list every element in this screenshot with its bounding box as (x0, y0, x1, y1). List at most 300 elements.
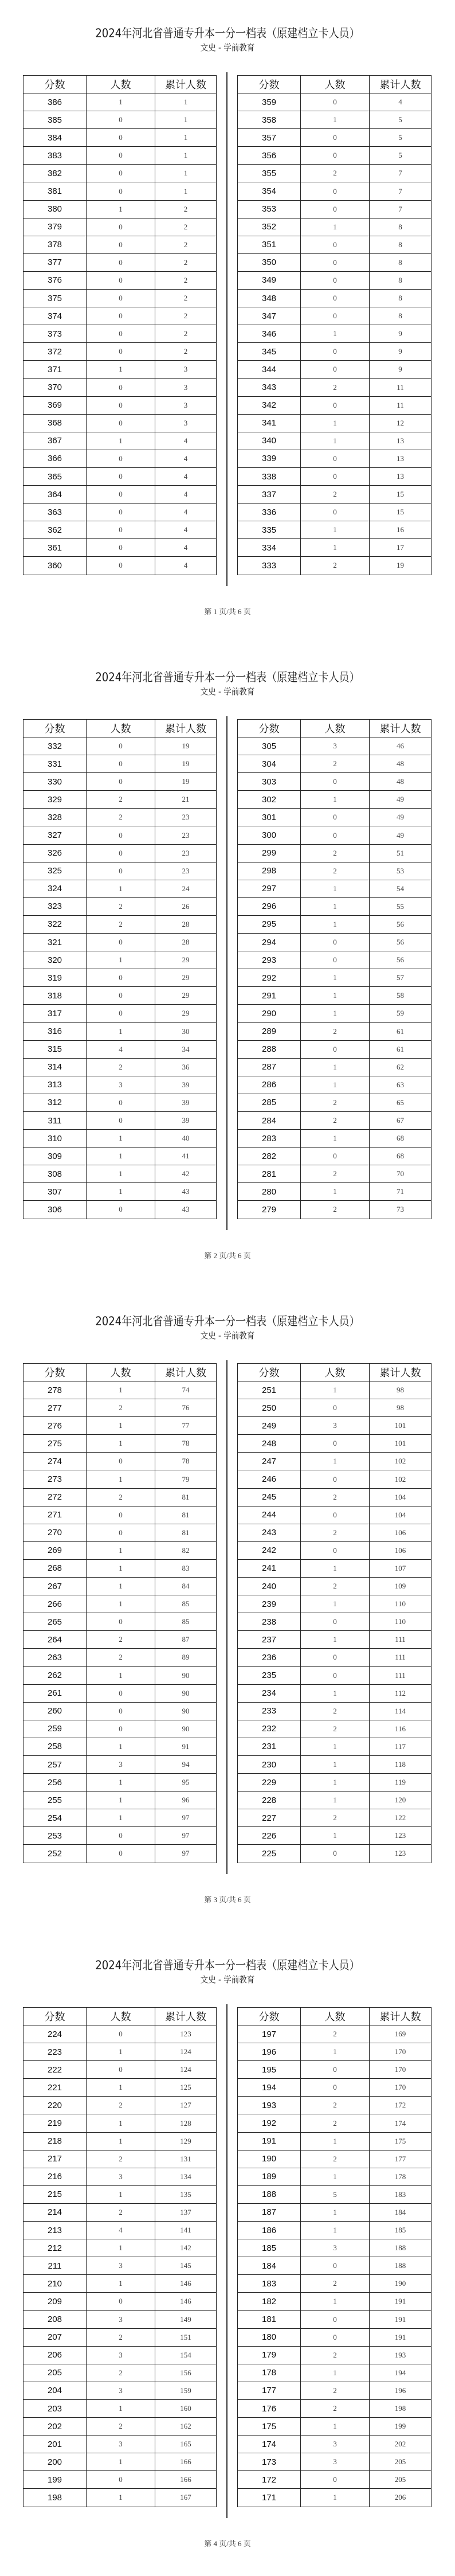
cell-score: 185 (238, 2239, 301, 2257)
cell-cumulative: 106 (370, 1541, 432, 1559)
cell-count: 1 (301, 539, 370, 557)
cell-count: 0 (301, 1435, 370, 1453)
cell-cumulative: 188 (370, 2239, 432, 2257)
table-row (23, 1165, 217, 1183)
cell-cumulative: 185 (370, 2222, 432, 2239)
cell-count: 0 (301, 450, 370, 467)
cell-count: 0 (87, 1702, 155, 1720)
score-table-right (237, 75, 432, 575)
table-row (23, 915, 217, 933)
cell-cumulative: 3 (155, 378, 217, 396)
cell-count: 0 (301, 467, 370, 485)
cell-count: 0 (301, 1845, 370, 1863)
cell-cumulative: 154 (155, 2346, 217, 2364)
cell-count: 2 (87, 2364, 155, 2382)
column-header-cumulative: 累计人数 (155, 76, 217, 93)
cell-cumulative: 5 (370, 147, 432, 165)
cell-count: 0 (87, 1845, 155, 1863)
cell-score: 324 (23, 880, 87, 897)
table-row (238, 325, 432, 343)
cell-cumulative: 167 (155, 2489, 217, 2507)
cell-score: 299 (238, 844, 301, 862)
cell-score: 293 (238, 951, 301, 969)
cell-score: 298 (238, 862, 301, 880)
cell-score: 270 (23, 1524, 87, 1541)
table-row (238, 396, 432, 414)
cell-cumulative: 5 (370, 129, 432, 147)
cell-score: 236 (238, 1649, 301, 1666)
cell-score: 273 (23, 1470, 87, 1488)
cell-score: 366 (23, 450, 87, 467)
table-row (238, 93, 432, 111)
cell-score: 362 (23, 521, 87, 539)
cell-score: 249 (238, 1417, 301, 1435)
table-row (23, 897, 217, 915)
table-row (238, 987, 432, 1005)
cell-cumulative: 128 (155, 2114, 217, 2132)
cell-cumulative: 106 (370, 1524, 432, 1541)
cell-count: 2 (301, 2025, 370, 2043)
cell-cumulative: 2 (155, 218, 217, 236)
table-row (23, 2168, 217, 2185)
cell-score: 196 (238, 2043, 301, 2061)
cell-count: 1 (301, 1453, 370, 1470)
cell-cumulative: 116 (370, 1720, 432, 1738)
table-row (238, 1076, 432, 1094)
cell-count: 1 (87, 1578, 155, 1595)
table-row (23, 1702, 217, 1720)
table-row (23, 432, 217, 450)
cell-cumulative: 13 (370, 467, 432, 485)
cell-cumulative: 39 (155, 1094, 217, 1111)
cell-cumulative: 94 (155, 1755, 217, 1773)
cell-count: 2 (87, 1058, 155, 1076)
cell-count: 0 (87, 1094, 155, 1111)
cell-cumulative: 191 (370, 2310, 432, 2328)
table-row (23, 414, 217, 432)
cell-score: 302 (238, 791, 301, 809)
cell-count: 0 (301, 200, 370, 218)
cell-score: 336 (238, 504, 301, 521)
cell-cumulative: 71 (370, 1183, 432, 1201)
cell-cumulative: 123 (370, 1827, 432, 1845)
cell-count: 2 (301, 486, 370, 504)
cell-score: 344 (238, 361, 301, 378)
cell-score: 173 (238, 2453, 301, 2471)
cell-count: 4 (87, 1040, 155, 1058)
table-row (238, 1381, 432, 1399)
cell-cumulative: 63 (370, 1076, 432, 1094)
cell-count: 0 (301, 147, 370, 165)
table-row (238, 2471, 432, 2489)
cell-cumulative: 78 (155, 1453, 217, 1470)
score-table-left (23, 719, 217, 1219)
cell-cumulative: 194 (370, 2364, 432, 2382)
cell-score: 181 (238, 2310, 301, 2328)
cell-cumulative: 39 (155, 1076, 217, 1094)
cell-count: 0 (87, 378, 155, 396)
table-row (238, 844, 432, 862)
cell-cumulative: 40 (155, 1130, 217, 1148)
table-row (23, 396, 217, 414)
cell-cumulative: 165 (155, 2436, 217, 2453)
cell-cumulative: 145 (155, 2257, 217, 2275)
cell-count: 1 (301, 1631, 370, 1649)
cell-score: 289 (238, 1022, 301, 1040)
table-row (23, 791, 217, 809)
cell-count: 1 (87, 2079, 155, 2097)
table-row (238, 1417, 432, 1435)
cell-cumulative: 79 (155, 1470, 217, 1488)
table-row (23, 880, 217, 897)
table-row (238, 1541, 432, 1559)
cell-count: 2 (301, 1702, 370, 1720)
cell-count: 1 (87, 1417, 155, 1435)
table-row (23, 1809, 217, 1827)
cell-score: 248 (238, 1435, 301, 1453)
table-row (23, 1470, 217, 1488)
table-row (23, 236, 217, 253)
cell-score: 321 (23, 934, 87, 951)
cell-score: 238 (238, 1613, 301, 1631)
table-row (23, 2061, 217, 2079)
cell-count: 1 (87, 200, 155, 218)
score-table-left (23, 2007, 217, 2507)
column-header-count: 人数 (301, 720, 370, 737)
cell-score: 241 (238, 1559, 301, 1577)
cell-cumulative: 196 (370, 2382, 432, 2399)
cell-count: 1 (301, 2418, 370, 2436)
cell-count: 0 (87, 1720, 155, 1738)
table-row (23, 361, 217, 378)
table-row (238, 2257, 432, 2275)
cell-score: 269 (23, 1541, 87, 1559)
cell-cumulative: 156 (155, 2364, 217, 2382)
cell-count: 1 (301, 1559, 370, 1577)
cell-cumulative: 90 (155, 1684, 217, 1702)
cell-count: 1 (301, 414, 370, 432)
table-row (238, 2364, 432, 2382)
cell-count: 0 (301, 307, 370, 325)
cell-score: 253 (23, 1827, 87, 1845)
cell-score: 171 (238, 2489, 301, 2507)
cell-cumulative: 104 (370, 1506, 432, 1524)
cell-cumulative: 19 (155, 755, 217, 773)
cell-score: 341 (238, 414, 301, 432)
table-row (238, 1792, 432, 1809)
table-row (23, 1435, 217, 1453)
cell-count: 1 (301, 2489, 370, 2507)
table-row (238, 915, 432, 933)
cell-cumulative: 49 (370, 791, 432, 809)
column-header-score: 分数 (238, 720, 301, 737)
cell-cumulative: 23 (155, 862, 217, 880)
table-row (23, 1738, 217, 1755)
cell-cumulative: 101 (370, 1435, 432, 1453)
cell-count: 0 (87, 111, 155, 129)
cell-score: 364 (23, 486, 87, 504)
cell-score: 202 (23, 2418, 87, 2436)
table-row (23, 1524, 217, 1541)
table-row (23, 1040, 217, 1058)
cell-count: 1 (301, 791, 370, 809)
table-row (23, 1381, 217, 1399)
cell-cumulative: 29 (155, 987, 217, 1005)
cell-count: 0 (301, 129, 370, 147)
page (0, 0, 455, 644)
cell-count: 1 (301, 1076, 370, 1094)
cell-count: 0 (87, 253, 155, 271)
cell-cumulative: 1 (155, 111, 217, 129)
cell-score: 231 (238, 1738, 301, 1755)
cell-count: 0 (301, 773, 370, 791)
cell-count: 1 (301, 325, 370, 343)
cell-score: 291 (238, 987, 301, 1005)
cell-cumulative: 84 (155, 1578, 217, 1595)
cell-score: 367 (23, 432, 87, 450)
cell-cumulative: 19 (370, 557, 432, 575)
column-header-score: 分数 (238, 76, 301, 93)
cell-count: 0 (87, 1201, 155, 1219)
cell-count: 2 (87, 915, 155, 933)
table-body (238, 2025, 432, 2507)
cell-count: 2 (301, 1022, 370, 1040)
cell-cumulative: 49 (370, 809, 432, 826)
cell-score: 234 (238, 1684, 301, 1702)
table-header-row (23, 2008, 217, 2025)
cell-score: 301 (238, 809, 301, 826)
column-header-cumulative: 累计人数 (155, 2008, 217, 2025)
score-table-right (237, 1363, 432, 1863)
table-row (238, 1524, 432, 1541)
column-divider (226, 72, 227, 586)
cell-cumulative: 206 (370, 2489, 432, 2507)
cell-score: 221 (23, 2079, 87, 2097)
cell-cumulative: 109 (370, 1578, 432, 1595)
cell-score: 359 (238, 93, 301, 111)
cell-score: 262 (23, 1666, 87, 1684)
cell-cumulative: 68 (370, 1130, 432, 1148)
cell-score: 209 (23, 2293, 87, 2310)
table-row (23, 557, 217, 575)
cell-cumulative: 1 (155, 182, 217, 200)
table-row (238, 1094, 432, 1111)
table-row (23, 2203, 217, 2221)
cell-cumulative: 2 (155, 325, 217, 343)
cell-score: 268 (23, 1559, 87, 1577)
cell-score: 309 (23, 1148, 87, 1165)
cell-count: 2 (301, 2346, 370, 2364)
table-row (23, 1183, 217, 1201)
cell-count: 1 (87, 1165, 155, 1183)
cell-count: 1 (87, 951, 155, 969)
cell-count: 0 (87, 1111, 155, 1129)
table-row (23, 844, 217, 862)
cell-count: 1 (87, 432, 155, 450)
cell-score: 260 (23, 1702, 87, 1720)
cell-count: 0 (87, 755, 155, 773)
cell-cumulative: 11 (370, 378, 432, 396)
cell-cumulative: 7 (370, 165, 432, 182)
cell-score: 295 (238, 915, 301, 933)
cell-score: 180 (238, 2328, 301, 2346)
cell-count: 0 (301, 1470, 370, 1488)
cell-cumulative: 95 (155, 1774, 217, 1792)
cell-count: 2 (301, 378, 370, 396)
cell-score: 272 (23, 1488, 87, 1506)
page-title: 2024年河北省普通专升本一分一档表（原建档立卡人员） (95, 26, 360, 40)
cell-count: 1 (301, 1130, 370, 1148)
table-row (23, 1022, 217, 1040)
table-row (238, 1183, 432, 1201)
cell-count: 0 (301, 1040, 370, 1058)
cell-score: 228 (238, 1792, 301, 1809)
cell-cumulative: 1 (155, 147, 217, 165)
table-row (23, 862, 217, 880)
table-row (238, 253, 432, 271)
cell-score: 356 (238, 147, 301, 165)
cell-count: 3 (87, 2310, 155, 2328)
table-row (23, 1631, 217, 1649)
cell-cumulative: 53 (370, 862, 432, 880)
cell-cumulative: 29 (155, 969, 217, 987)
cell-cumulative: 23 (155, 826, 217, 844)
page-subtitle: 文史 - 学前教育 (200, 1330, 255, 1341)
cell-cumulative: 90 (155, 1702, 217, 1720)
cell-count: 2 (87, 2418, 155, 2436)
cell-count: 1 (301, 2293, 370, 2310)
cell-count: 1 (301, 1183, 370, 1201)
cell-count: 1 (301, 1381, 370, 1399)
table-row (23, 147, 217, 165)
cell-cumulative: 73 (370, 1201, 432, 1219)
cell-cumulative: 2 (155, 343, 217, 361)
cell-count: 2 (301, 1165, 370, 1183)
cell-score: 308 (23, 1165, 87, 1183)
cell-count: 1 (301, 2043, 370, 2061)
cell-count: 0 (87, 521, 155, 539)
cell-cumulative: 9 (370, 361, 432, 378)
cell-cumulative: 169 (370, 2025, 432, 2043)
cell-count: 1 (301, 521, 370, 539)
cell-score: 187 (238, 2203, 301, 2221)
table-row (238, 521, 432, 539)
cell-cumulative: 1 (155, 93, 217, 111)
table-row (23, 773, 217, 791)
cell-score: 206 (23, 2346, 87, 2364)
cell-cumulative: 89 (155, 1649, 217, 1666)
cell-cumulative: 4 (155, 432, 217, 450)
cell-count: 1 (301, 969, 370, 987)
cell-score: 326 (23, 844, 87, 862)
cell-count: 3 (301, 737, 370, 755)
cell-score: 223 (23, 2043, 87, 2061)
cell-count: 0 (87, 826, 155, 844)
cell-score: 327 (23, 826, 87, 844)
cell-count: 1 (87, 1738, 155, 1755)
cell-score: 377 (23, 253, 87, 271)
cell-cumulative: 166 (155, 2471, 217, 2489)
cell-score: 381 (23, 182, 87, 200)
cell-count: 0 (301, 290, 370, 307)
column-header-score: 分数 (23, 720, 87, 737)
table-row (23, 1684, 217, 1702)
cell-score: 219 (23, 2114, 87, 2132)
cell-score: 179 (238, 2346, 301, 2364)
cell-cumulative: 193 (370, 2346, 432, 2364)
cell-count: 2 (301, 1809, 370, 1827)
cell-count: 1 (301, 2222, 370, 2239)
cell-cumulative: 61 (370, 1040, 432, 1058)
cell-score: 217 (23, 2150, 87, 2168)
cell-count: 1 (301, 1792, 370, 1809)
cell-score: 225 (238, 1845, 301, 1863)
table-row (238, 2293, 432, 2310)
table-row (238, 2185, 432, 2203)
table-row (23, 2097, 217, 2114)
cell-score: 357 (238, 129, 301, 147)
cell-score: 174 (238, 2436, 301, 2453)
cell-count: 1 (301, 880, 370, 897)
page-footer: 第 1 页/共 6 页 (204, 607, 251, 616)
cell-score: 215 (23, 2185, 87, 2203)
table-row (23, 2471, 217, 2489)
cell-count: 2 (301, 557, 370, 575)
cell-score: 365 (23, 467, 87, 485)
cell-cumulative: 127 (155, 2097, 217, 2114)
cell-score: 195 (238, 2061, 301, 2079)
table-row (23, 1559, 217, 1577)
cell-cumulative: 104 (370, 1488, 432, 1506)
cell-count: 2 (301, 1111, 370, 1129)
table-row (23, 987, 217, 1005)
table-row (238, 307, 432, 325)
cell-cumulative: 83 (155, 1559, 217, 1577)
cell-score: 335 (238, 521, 301, 539)
cell-score: 200 (23, 2453, 87, 2471)
table-row (23, 826, 217, 844)
table-row (23, 2346, 217, 2364)
cell-cumulative: 67 (370, 1111, 432, 1129)
cell-score: 267 (23, 1578, 87, 1595)
cell-count: 0 (87, 182, 155, 200)
table-row (23, 2418, 217, 2436)
cell-count: 1 (87, 2043, 155, 2061)
cell-score: 311 (23, 1111, 87, 1129)
table-row (23, 969, 217, 987)
cell-cumulative: 13 (370, 432, 432, 450)
page-title: 2024年河北省普通专升本一分一档表（原建档立卡人员） (95, 670, 360, 684)
cell-cumulative: 178 (370, 2168, 432, 2185)
cell-score: 213 (23, 2222, 87, 2239)
cell-score: 279 (238, 1201, 301, 1219)
table-row (238, 2382, 432, 2399)
table-row (23, 2222, 217, 2239)
cell-score: 320 (23, 951, 87, 969)
cell-score: 373 (23, 325, 87, 343)
table-row (238, 343, 432, 361)
cell-score: 281 (238, 1165, 301, 1183)
table-row (23, 1058, 217, 1076)
cell-cumulative: 112 (370, 1684, 432, 1702)
table-row (23, 1595, 217, 1613)
cell-count: 0 (87, 1506, 155, 1524)
cell-score: 345 (238, 343, 301, 361)
cell-cumulative: 56 (370, 915, 432, 933)
cell-cumulative: 4 (155, 504, 217, 521)
cell-count: 1 (301, 432, 370, 450)
table-row (238, 1022, 432, 1040)
